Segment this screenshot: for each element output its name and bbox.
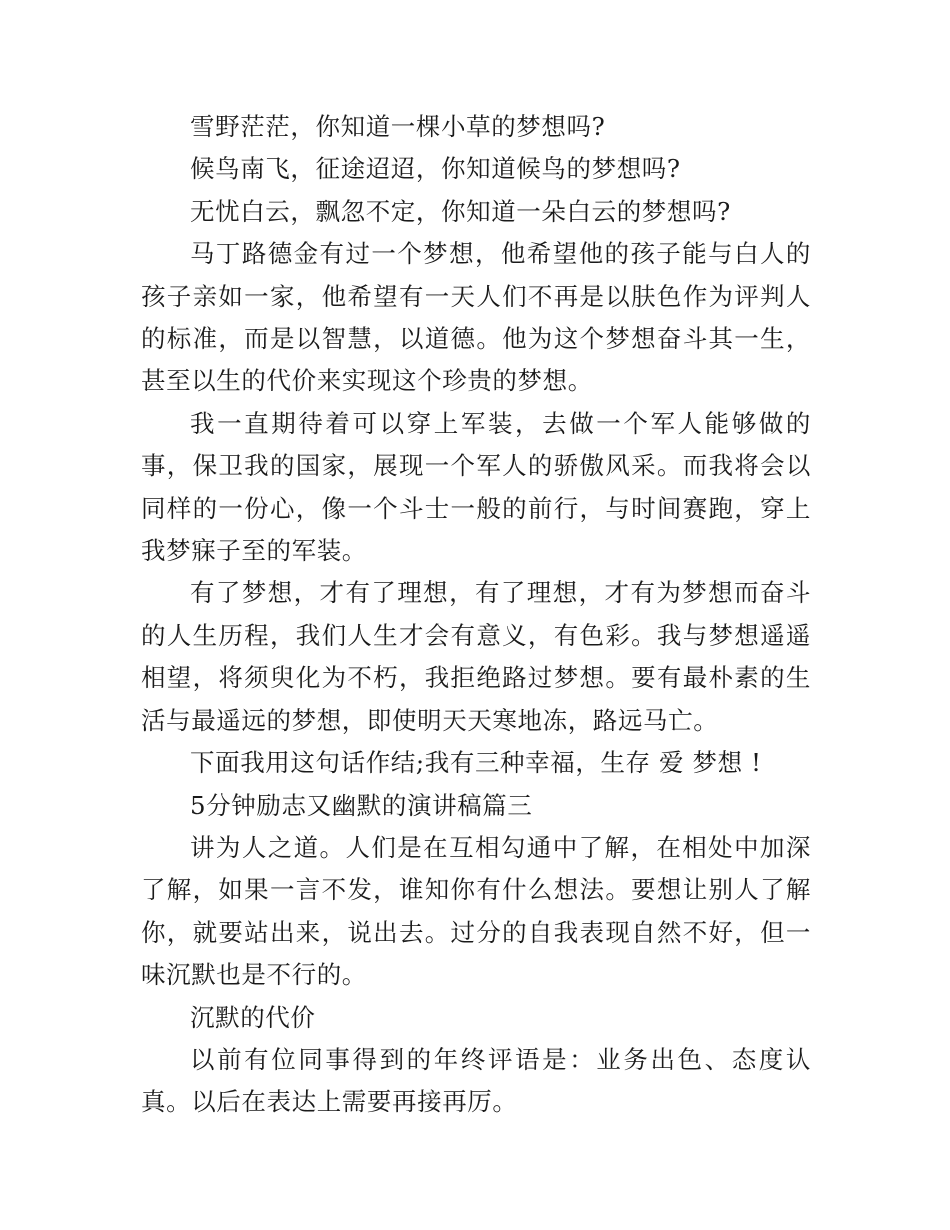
paragraph-military-uniform: 我一直期待着可以穿上军装，去做一个军人能够做的事，保卫我的国家，展现一个军人的骄傲风采。而我将会以同样的一份心，像一个斗士一般的前行，与时间赛跑，穿上我梦寐子至的军装。 [141, 408, 811, 566]
paragraph-conclusion: 下面我用这句话作结;我有三种幸福，生存 爱 梦想 ! [190, 748, 762, 778]
paragraph-martin-luther-king: 马丁路德金有过一个梦想，他希望他的孩子能与白人的孩子亲如一家，他希望有一天人们不再是以肤色作为评判人的标准，而是以智慧，以道德。他为这个梦想奋斗其一生，甚至以生的代价来实现这个珍贵的梦想。 [141, 239, 811, 396]
paragraph-migratory-bird-dream: 候鸟南飞，征途迢迢，你知道候鸟的梦想吗? [190, 154, 681, 184]
paragraph-way-of-life: 讲为人之道。人们是在互相勾通中了解，在相处中加深了解，如果一言不发，谁知你有什么想法。要想让别人了解你，就要站出来，说出去。过分的自我表现自然不好，但一味沉默也是不行的。 [141, 832, 811, 990]
paragraph-year-end-review: 以前有位同事得到的年终评语是：业务出色、态度认真。以后在表达上需要再接再厉。 [141, 1044, 811, 1117]
section-heading: 5分钟励志又幽默的演讲稿篇三 [190, 790, 533, 820]
paragraph-dream-and-ideal: 有了梦想，才有了理想，有了理想，才有为梦想而奋斗的人生历程，我们人生才会有意义，有色彩。我与梦想遥遥相望，将须臾化为不朽，我拒绝路过梦想。要有最朴素的生活与最遥远的梦想，即使明天天寒地冻，路远马亡。 [141, 578, 811, 735]
document-body [141, 106, 811, 1124]
subheading-price-of-silence: 沉默的代价 [190, 1002, 316, 1032]
paragraph-white-cloud-dream: 无忧白云，飘忽不定，你知道一朵白云的梦想吗? [190, 196, 731, 226]
paragraph-grass-dream: 雪野茫茫，你知道一棵小草的梦想吗? [190, 112, 606, 141]
